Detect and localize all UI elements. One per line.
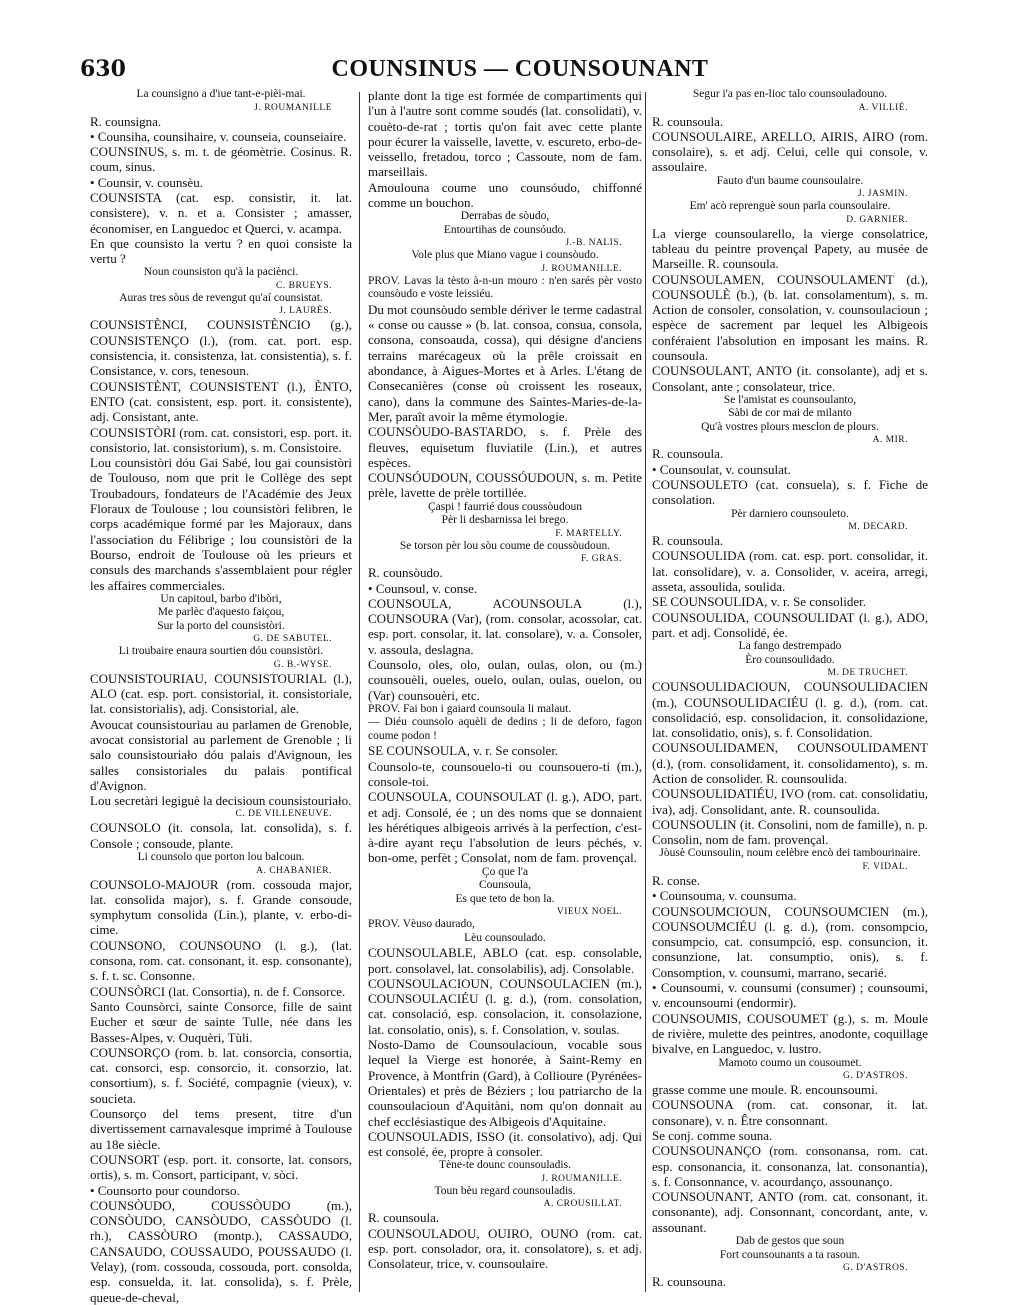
quote-author: F. VIDAL. xyxy=(862,861,908,872)
quotation: Lèu counsoulado. xyxy=(464,931,546,944)
entry-text: • Counsoul, v. conse. xyxy=(368,580,478,596)
entry-text: COUNSISTOURIAU, COUNSISTOURIAL (l.), ALO (cat. esp. port. consistorial, it. consistoriale, lat. consistorialis), adj. Consistorial, ale. xyxy=(90,670,352,717)
entry-text: R. counsigna. xyxy=(90,113,162,129)
entry-text: COUNSOUNANÇO (rom. consonansa, rom. cat. esp. consonancia, it. consonanza, lat. consonantia), s. f. Consonnance, v. acourdanço, assounanço. xyxy=(652,1143,928,1189)
quotation: Entourtihas de counsóudo. xyxy=(443,223,567,236)
entry-text: COUNSOUMCIOUN, COUNSOUMCIEN (m.), COUNSOUMCIÉU (l. g. d.), (rom. consompcio, consumpcio, cat. consumpció, esp. consuncion, it. consunzione, lat. consumptio, onis), s. f. Consomption, v. counsumi, marrano, secarié. xyxy=(652,903,928,980)
entry-text: grasse comme une moule. R. encounsoumi. xyxy=(652,1082,879,1098)
column-3 xyxy=(652,88,928,1293)
quotation: Se torson pèr lou sòu coume de coussòudoun. xyxy=(399,539,611,552)
quotation: Me parlèc d'aquesto faiçou, xyxy=(157,606,285,619)
quote-author: C. DE VILLENEUVE. xyxy=(235,809,332,820)
entry-text: COUNSORT (esp. port. it. consorte, lat. consors, ortis), s. m. Consort, participant, v. sòci. xyxy=(90,1151,352,1183)
entry-text: R. conse. xyxy=(652,872,701,888)
entry-text: COUNSOULIN (it. Consolini, nom de famille), n. p. Consolin, nom de fam. provençal. xyxy=(652,816,928,848)
entry-text: COUNSÓUDOUN, COUSSÓUDOUN, s. m. Petite prèle, lavette de prèle tortillée. xyxy=(368,470,642,501)
quote-author: J. ROUMANILLE. xyxy=(541,263,622,274)
entry-text: PROV. Lavas la tèsto à-n-un mouro : n'en sarés pèr vosto counsòudo e voste leissiéu. xyxy=(368,274,642,301)
entry-text: COUNSOULADIS, ISSO (it. consolativo), adj. Qui est consolé, ée, propre à consoler. xyxy=(368,1128,642,1160)
quotation: Ço que l'a xyxy=(481,865,529,878)
entry-text: Lou counsistòri dóu Gai Sabé, lou gai counsistòri de Toulouso, nom que prit le Collège des sept Troubadours, fondateurs de l'Académie des Jeux Floraux de Toulouse ; lou counsistòri felibren, le corps académique formé par les Majoraux, dans l'association du Félibrige ; lou counsistòri de la Bourso, endroit de Toulouse où les prieurs et consuls des marchands s'assemblaient pour régler les affaires commerciales. xyxy=(90,455,352,593)
entry-text: PROV. Vèuso daurado, xyxy=(368,918,475,931)
quote-author: A. VILLIÉ. xyxy=(858,102,908,113)
entry-text: COUNSISTÈNT, COUNSISTENT (l.), ÈNTO, ENTO (cat. consistent, esp. port. it. consistente), adj. Consistant, ante. xyxy=(90,378,352,425)
column-rule xyxy=(645,92,646,1292)
entry-text: COUNSOULIDATIÉU, IVO (rom. cat. consolidatiu, iva), adj. Consolidant, ante. R. counsoulida. xyxy=(652,786,928,817)
quote-author: G. B.-WYSE. xyxy=(273,659,332,670)
quotation: Vole plus que Miano vague i counsòudo. xyxy=(411,249,599,262)
page-number: 630 xyxy=(80,56,126,82)
entry-text: COUNSOULA, ACOUNSOULA (l.), COUNSOURA (Var), (rom. consolar, acossolar, cat. esp. port. consolar, it. lat. consolare), v. a. Consoler, v. assoula, deslagna. xyxy=(368,595,642,657)
entry-text: • Counsorto pour coundorso. xyxy=(90,1182,240,1198)
entry-text: COUNSOULAMEN, COUNSOULAMENT (d.), COUNSOULÈ (b.), (b. lat. consolamentum), s. m. Action de consoler, consolation, v. counsoulacioun ; espèce de sacrement par lequel les Albigeois conféraient l'absolution en imposant les mains. R. counsoula. xyxy=(652,271,928,364)
entry-text: COUNSOULANT, ANTO (it. consolante), adj et s. Consolant, ante ; consolateur, trice. xyxy=(652,363,928,394)
entry-text: COUNSISTA (cat. esp. consistir, it. lat. consistere), v. n. et a. Consister ; amasser, économiser, en Languedoc et Querci, v. acampa. xyxy=(90,189,352,236)
quotation: Qu'à vostres plours mesclon de plours. xyxy=(701,420,879,433)
entry-text: • Counsiha, counsihaire, v. counseia, counseiaire. xyxy=(90,128,347,144)
entry-text: Lou secretàri legiguè la decisioun counsistouriało. xyxy=(90,793,352,809)
entry-text: Counsolo-te, counsouelo-ti ou counsouero-ti (m.), console-toi. xyxy=(368,758,642,789)
quote-author: A. CHABANIER. xyxy=(256,865,332,876)
quotation: Sàbi de cor mai de milanto xyxy=(728,407,852,420)
quote-author: D. GARNIER. xyxy=(846,214,908,225)
column-2 xyxy=(368,88,642,1293)
running-title: COUNSINUS — COUNSOUNANT xyxy=(331,56,709,82)
entry-text: • Counsoulat, v. counsulat. xyxy=(652,461,791,477)
quote-author: F. MARTELLY. xyxy=(555,528,622,539)
quote-author: C. BRUEYS. xyxy=(276,280,332,291)
quote-author: G. D'ASTROS. xyxy=(843,1263,908,1274)
entry-text: COUNSÒRCI (lat. Consortia), n. de f. Consorce. xyxy=(90,983,346,999)
quotation: Dab de gestos que soun xyxy=(735,1235,845,1248)
quote-author: M. DECARD. xyxy=(848,522,908,533)
entry-text: COUNSOUMIS, COUSOUMET (g.), s. m. Moule de rivière, mulette des peintres, anodonte, coquillage bivalve, en Languedoc, v. lustro. xyxy=(652,1010,928,1057)
entry-text: Counsorço del tems present, titre d'un divertissement carnavalesque imprimé à Toulouse au 18e siècle. xyxy=(90,1106,352,1152)
entry-text: COUNSISTÒRI (rom. cat. consistori, esp. port. it. consistorio, lat. consistorium), s. m. Consistoire. xyxy=(90,424,352,455)
entry-text: — Diéu counsolo aquèli de dedins ; li de deforo, fagon coume podon ! xyxy=(368,716,642,742)
quotation: Noun counsiston qu'à la paciènci. xyxy=(143,266,299,279)
quotation: Çaspi ! faurrié dous coussòudoun xyxy=(428,500,582,513)
quotation: Sur la porto del counsistòri. xyxy=(157,619,285,632)
quote-author: G. D'ASTROS. xyxy=(843,1071,908,1082)
entry-text: R. counsoula. xyxy=(652,446,724,462)
quote-author: M. DE TRUCHET. xyxy=(827,668,908,679)
entry-text: COUNSÒUDO-BASTARDO, s. f. Prèle des fleuves, equisetum fluviatile (Lin.), et autres espèces. xyxy=(368,424,642,470)
quotation: Fort counsounants a ta rasoun. xyxy=(719,1248,861,1261)
entry-text: • Counsouma, v. counsuma. xyxy=(652,888,797,904)
entry-text: COUNSOULABLE, ABLO (cat. esp. consolable, port. consolavel, lat. consolabilis), adj. Consolable. xyxy=(368,945,642,976)
entry-text: R. counsoula. xyxy=(652,113,724,129)
entry-text: R. counsoula. xyxy=(368,1210,440,1226)
entry-text: Avoucat counsistouriau au parlamen de Grenoble, avocat consistorial au parlement de Grenoble ; li salo counsistouriało dóu palais d'Avignoun, les salles consistoriales du palais pontifical d'Avignon. xyxy=(90,716,352,793)
quotation: Un capitoul, barbo d'ibòri, xyxy=(160,592,282,605)
entry-text: COUNSOUNA (rom. cat. consonar, it. lat. consonare), v. n. Être consonnant. xyxy=(652,1097,928,1128)
quotation: Toun bèu regard counsouladis. xyxy=(434,1184,576,1197)
entry-text: COUNSOULETO (cat. consuela), s. f. Fiche de consolation. xyxy=(652,477,928,508)
entry-text: R. counsouna. xyxy=(652,1274,727,1290)
page-header xyxy=(80,56,960,86)
entry-text: R. counsòudo. xyxy=(368,565,443,581)
quotation: La fango destrempado xyxy=(738,640,842,653)
quotation: Li troubaire enaura sourtien dóu counsistòri. xyxy=(118,645,324,658)
entry-text: Amoulouna coume uno counsóudo, chiffonné comme un bouchon. xyxy=(368,179,642,211)
entry-text: COUNSOUNANT, ANTO (rom. cat. consonant, it. consonante), adj. Consonnant, concordant, ante, v. assounant. xyxy=(652,1189,928,1235)
quote-author: J. ROUMANILLE. xyxy=(541,1173,622,1184)
entry-text: COUNSORÇO (rom. b. lat. consorcia, consortia, cat. consorci, esp. consorcio, it. consorzio, lat. consortium), s. f. Société, compagnie (vieux), v. soucieta. xyxy=(90,1044,352,1106)
entry-text: COUNSISTÈNCI, COUNSISTÈNCIO (g.), COUNSISTENÇO (l.), (rom. cat. port. esp. consistencia, it. consistenza, lat. consistentia), s. f. Consistance, v. cors, tenesoun. xyxy=(90,317,352,379)
entry-text: COUNSINUS, s. m. t. de géomètrie. Cosinus. R. coum, sinus. xyxy=(90,144,352,175)
entry-text: COUNSOULADOU, OUIRO, OUNO (rom. cat. esp. port. consolador, ora, it. consolatore), s. et adj. Consolateur, trice, v. counsoulaire. xyxy=(368,1225,642,1272)
entry-text: COUNSOULIDA, COUNSOULIDAT (l. g.), ADO, part. et adj. Consolidé, ée. xyxy=(652,609,928,640)
quotation: Jòusè Counsoulin, noum celèbre encò dei tambourinaire. xyxy=(659,847,921,860)
entry-text: COUNSOULAIRE, ARELLO, AIRIS, AIRO (rom. consolaire), s. et adj. Celui, celle qui console, v. assoulaire. xyxy=(652,128,928,175)
quotation: Li counsolo que porton lou balcoun. xyxy=(137,851,305,864)
entry-text: COUNSOULA, COUNSOULAT (l. g.), ADO, part. et adj. Consolé, ée ; un des noms que se donnaient les hérétiques albigeois arrivés à la perfection, c'est-à-dire ayant reçu l'absolution de leurs péchés, v. bon-ome, perfèt ; Consolat, nom de fam. provençal. xyxy=(368,789,642,866)
quote-author: J.-B. NALIS. xyxy=(565,238,622,249)
quotation: Mamoto coumo un cousoumet. xyxy=(718,1056,862,1069)
entry-text: Du mot counsòudo semble dériver le terme cadastral « conse ou causse » (b. lat. consoa, consua, consola, consona, consoauda, cossa), qui désigne d'anciens terrains marécageux où la prêle croissait en abondance, à Aigues-Mortes et à Arles. L'étang de Consecanières (conse où croissent les roseaux, cano), dans la commune des Saintes-Maries-de-la-Mer, paraît avoir la même étymologie. xyxy=(368,301,642,424)
quotation: La counsigno a d'iue tant-e-pièi-mai. xyxy=(136,88,306,100)
entry-text: Nosto-Damo de Counsoulacioun, vocable sous lequel la Vierge est honorée, à Saint-Remy en Provence, à Montfrin (Gard), à Collioure (Pyrénées-Orientales) et près de Béziers ; lou patriarcho de la counsoulacioun d'Aquitàni, nom qu'on donnait au chef ecclésiastique des Albigeois d'Aquitaine. xyxy=(368,1037,642,1129)
quotation: Counsoula, xyxy=(478,879,532,892)
entry-text: En que counsisto la vertu ? en quoi consiste la vertu ? xyxy=(90,235,352,267)
quote-author: A. CROUSILLAT. xyxy=(543,1199,622,1210)
quote-author: G. DE SABUTEL. xyxy=(253,634,332,645)
entry-text: COUNSOLO (it. consola, lat. consolida), s. f. Console ; consoude, plante. xyxy=(90,820,352,851)
quotation: Auras tres sòus de revengut qu'aí counsistat. xyxy=(119,291,323,304)
entry-text: COUNSOULIDACIOUN, COUNSOULIDACIEN (m.), COUNSOULIDACIÉU (l. g. d.), (rom. cat. consolidació, esp. consolidacion, it. consolidazione, lat. consolidatio, onis), s. f. Consolidation. xyxy=(652,679,928,741)
quotation: Fauto d'un baume counsoulaire. xyxy=(716,174,864,187)
entry-text: COUNSÒUDO, COUSSÒUDO (m.), CONSÒUDO, CANSÒUDO, CASSÒUDO (l. rh.), CASSÒURO (montp.), CASSAUDO, CANSAUDO, COUSSAUDO, POUSSAUDO (l. Velay), (rom. cossouda, cossouda, port. consolda, esp. consuelda, it. lat. consolida), s. f. Prèle, queue-de-cheval, xyxy=(90,1197,352,1305)
quotation: Pèr li desbarnissa lei brego. xyxy=(441,514,569,527)
entry-text: Santo Counsòrci, sainte Consorce, fille de saint Eucher et sœur de sainte Tulle, née dans les Basses-Alpes, v. Ouquèri, Tùli. xyxy=(90,998,352,1045)
entry-text: plante dont la tige est formée de compartiments qui l'un à l'autre sont comme soudés (lat. consolidati), v. couèto-de-rat ; tortis qu'on fait avec cette plante pour écurer la vaisselle, lavette, v. escureto, erbo-de-veissello, fretadou, torco ; Cassoute, nom de fam. marseillais. xyxy=(368,88,642,180)
entry-text: Se conj. comme souna. xyxy=(652,1127,773,1143)
column-rule xyxy=(359,92,360,1292)
quotation: Es que teto de bon la. xyxy=(455,892,555,905)
quote-author: J. ROUMANILLE xyxy=(254,102,332,113)
entry-text: Counsolo, oles, olo, oulan, oulas, olon, ou (m.) counsouèli, oueles, ouelo, oulan, oulas, ouelon, ou (Var) counsouèri, etc. xyxy=(368,657,642,703)
quote-author: J. LAURÈS. xyxy=(279,306,332,317)
entry-text: COUNSOULACIOUN, COUNSOULACIEN (m.), COUNSOULACIÉU (l. g. d.), (rom. consolation, cat. consolació, esp. consolacion, it. consolazione, lat. consolatio, onis), s. f. Consolation, v. soulas. xyxy=(368,975,642,1037)
entry-text: R. counsoula. xyxy=(652,533,724,549)
quotation: Derrabas de sòudo, xyxy=(460,210,550,223)
entry-text: COUNSOLO-MAJOUR (rom. cossouda major, lat. consolida major), s. f. Grande consoude, symphytum consolida (Lin.), plante, v. erbo-di-cime. xyxy=(90,876,352,938)
entry-text: • Counsoumi, v. counsumi (consumer) ; counsoumi, v. encounsoumi (endormir). xyxy=(652,980,928,1011)
entry-text: SE COUNSOULA, v. r. Se consoler. xyxy=(368,743,559,759)
quotation: Pèr darniero counsouleto. xyxy=(731,507,849,520)
entry-text: COUNSONO, COUNSOUNO (l. g.), (lat. consona, rom. cat. consonant, it. esp. consonante), s. f. t. sc. Consonne. xyxy=(90,937,352,984)
entry-text: COUNSOULIDAMEN, COUNSOULIDAMENT (d.), (rom. consolidament, it. consolidamento), s. m. Action de consolider. R. counsoulida. xyxy=(652,740,928,786)
entry-text: SE COUNSOULIDA, v. r. Se consolider. xyxy=(652,594,867,610)
quotation: Èro counsoulidado. xyxy=(745,653,835,666)
quotation: Se l'amistat es counsoulanto, xyxy=(723,393,857,406)
quote-author: A. MIR. xyxy=(872,435,908,446)
quotation: Em' acò reprenguè soun parla counsoulaire. xyxy=(689,200,891,213)
quotation: Tène-te dounc counsouladis. xyxy=(439,1159,571,1172)
entry-text: COUNSOULIDA (rom. cat. esp. port. consolidar, it. lat. consolidare), v. a. Consolider, v. aceira, arregi, asseta, assoulida, soulida. xyxy=(652,548,928,595)
quote-author: F. GRAS. xyxy=(581,554,622,565)
column-1 xyxy=(90,88,352,1305)
entry-text: La vierge counsoularello, la vierge consolatrice, tableau du peintre provençal Papety, au musée de Marseille. R. counsoula. xyxy=(652,225,928,272)
entry-text: • Counsir, v. counsèu. xyxy=(90,174,203,190)
entry-text: PROV. Fai bon i gaiard counsoula li malaut. xyxy=(368,702,572,715)
quote-author: VIEUX NOEL. xyxy=(556,907,622,918)
quote-author: J. JASMIN. xyxy=(857,189,908,200)
quotation: Segur i'a pas en-lioc talo counsouladouno. xyxy=(692,88,888,100)
